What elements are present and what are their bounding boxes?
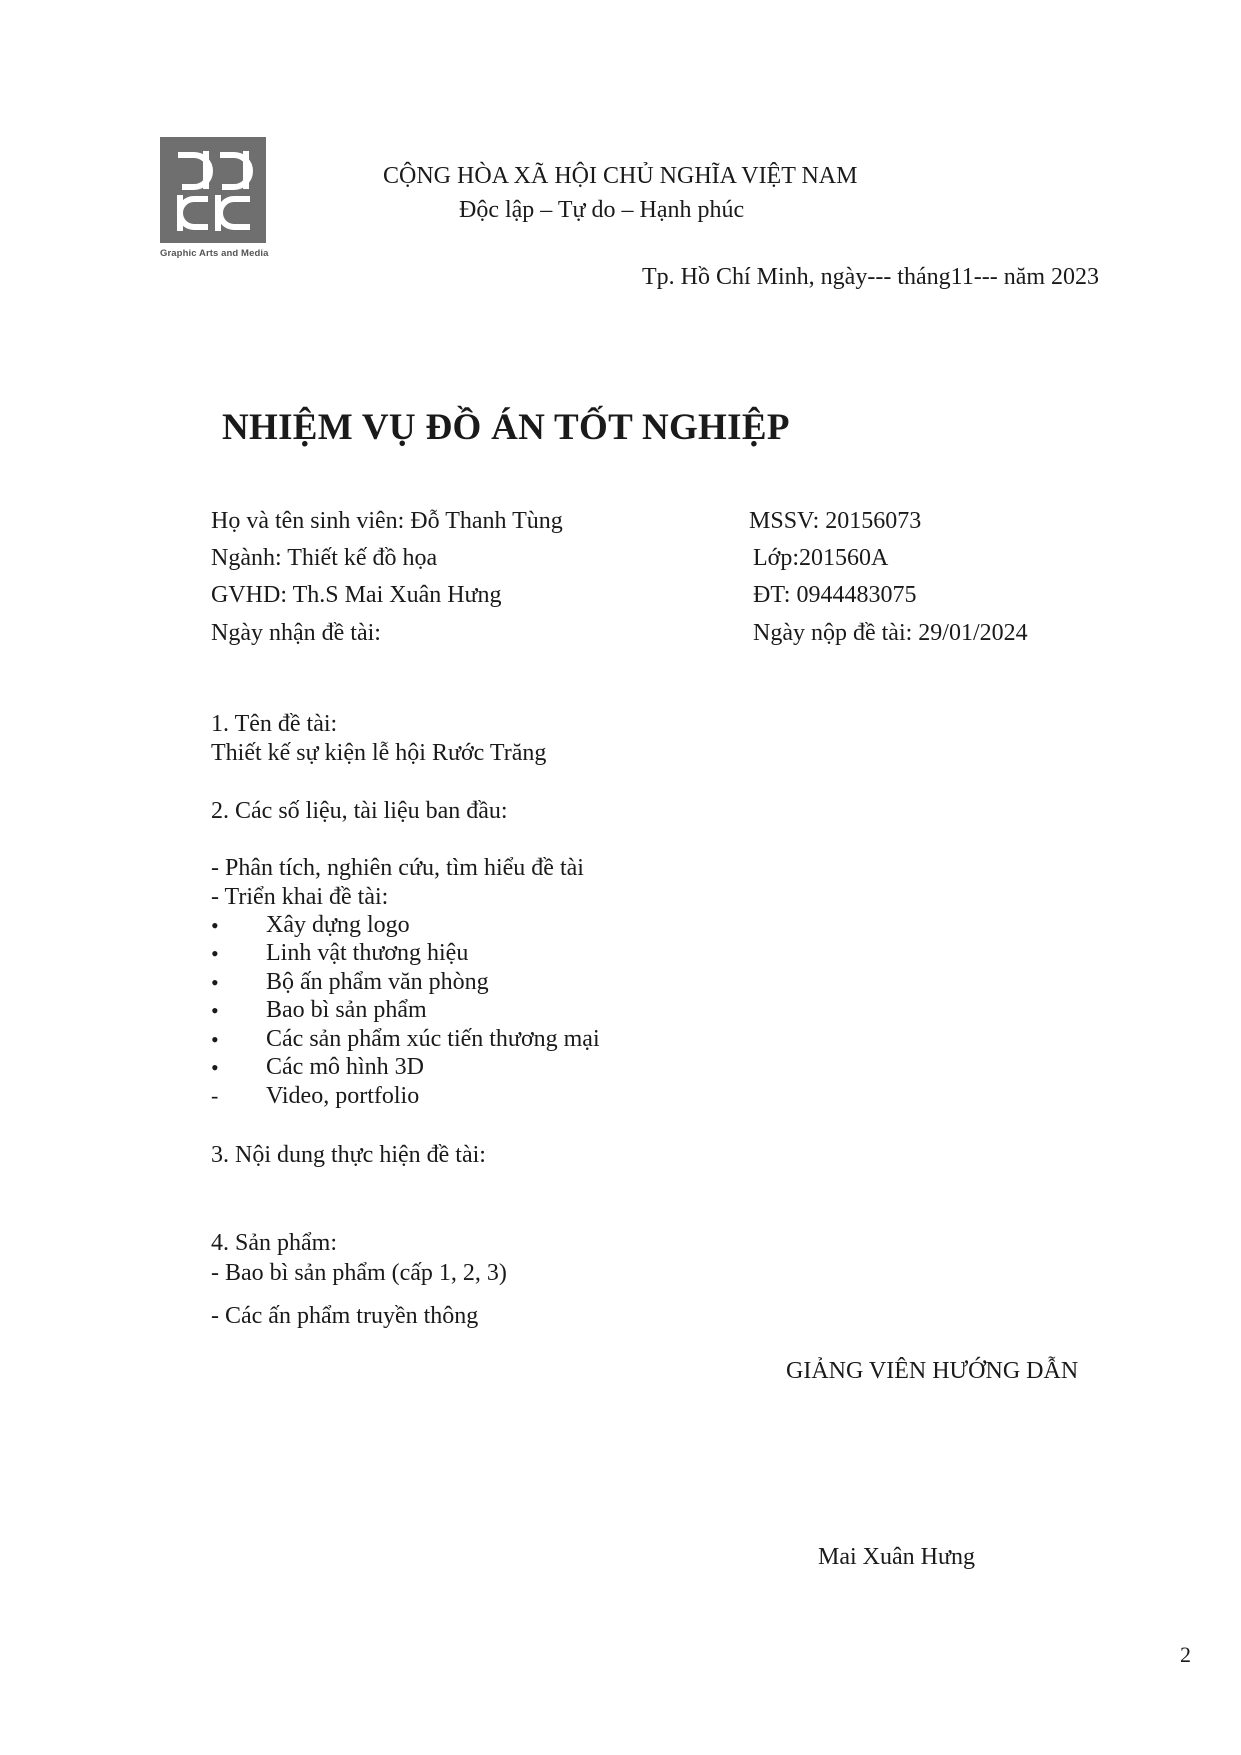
- list-bullet: •: [211, 970, 219, 995]
- graphic-arts-media-logo-icon: [160, 137, 266, 243]
- logo-mark: [160, 137, 266, 243]
- signature-name: Mai Xuân Hưng: [818, 1544, 975, 1570]
- list-bullet: -: [211, 1083, 219, 1108]
- submit-date: Ngày nộp đề tài: 29/01/2024: [753, 620, 1028, 646]
- list-item: Bộ ấn phẩm văn phòng: [266, 969, 489, 995]
- student-id: MSSV: 20156073: [749, 508, 922, 534]
- list-bullet: •: [211, 941, 219, 966]
- list-item: Các sản phẩm xúc tiến thương mại: [266, 1026, 600, 1052]
- section3-heading: 3. Nội dung thực hiện đề tài:: [211, 1142, 486, 1168]
- document-title: NHIỆM VỤ ĐỒ ÁN TỐT NGHIỆP: [222, 407, 790, 448]
- logo-caption: Graphic Arts and Media: [160, 248, 269, 259]
- class: Lớp:201560A: [753, 545, 889, 571]
- major: Ngành: Thiết kế đồ họa: [211, 545, 438, 571]
- national-motto: Độc lập – Tự do – Hạnh phúc: [459, 197, 745, 223]
- section4-line2: - Các ấn phẩm truyền thông: [211, 1303, 479, 1329]
- received-date: Ngày nhận đề tài:: [211, 620, 381, 646]
- section1-content: Thiết kế sự kiện lễ hội Rước Trăng: [211, 740, 547, 766]
- signature-role: GIẢNG VIÊN HƯỚNG DẪN: [786, 1358, 1079, 1384]
- list-item: Xây dựng logo: [266, 912, 410, 938]
- section1-heading: 1. Tên đề tài:: [211, 711, 338, 737]
- section4-heading: 4. Sản phẩm:: [211, 1230, 337, 1256]
- list-item: Video, portfolio: [266, 1083, 420, 1109]
- list-bullet: •: [211, 913, 219, 938]
- list-bullet: •: [211, 1055, 219, 1080]
- section2-line2: - Triển khai đề tài:: [211, 884, 389, 910]
- list-bullet: •: [211, 998, 219, 1023]
- list-bullet: •: [211, 1027, 219, 1052]
- place-date: Tp. Hồ Chí Minh, ngày--- tháng11--- năm 2023: [642, 264, 1100, 290]
- advisor: GVHD: Th.S Mai Xuân Hưng: [211, 582, 502, 608]
- section2-line1: - Phân tích, nghiên cứu, tìm hiểu đề tài: [211, 855, 584, 881]
- section4-line1: - Bao bì sản phẩm (cấp 1, 2, 3): [211, 1260, 507, 1286]
- section2-heading: 2. Các số liệu, tài liệu ban đầu:: [211, 798, 508, 824]
- phone: ĐT: 0944483075: [753, 582, 917, 608]
- page-number: 2: [1180, 1642, 1191, 1667]
- list-item: Bao bì sản phẩm: [266, 997, 427, 1023]
- student-name: Họ và tên sinh viên: Đỗ Thanh Tùng: [211, 508, 563, 534]
- list-item: Linh vật thương hiệu: [266, 940, 469, 966]
- list-item: Các mô hình 3D: [266, 1054, 424, 1080]
- republic-title: CỘNG HÒA XÃ HỘI CHỦ NGHĨA VIỆT NAM: [383, 163, 858, 189]
